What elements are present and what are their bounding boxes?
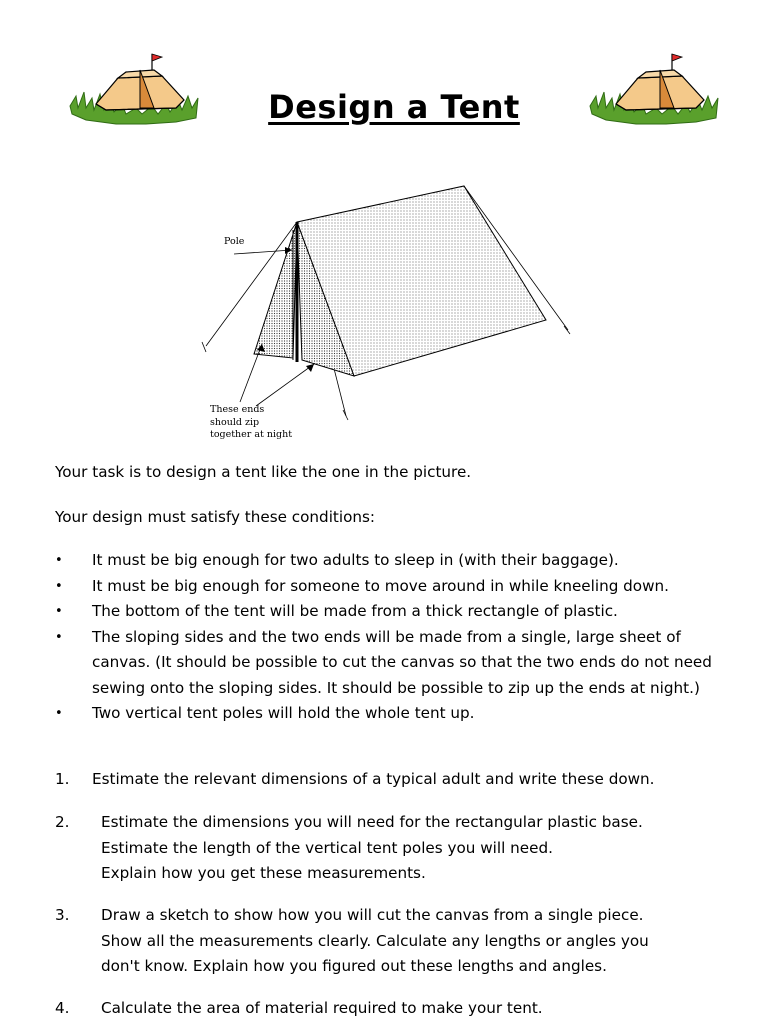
- list-item: • The bottom of the tent will be made from a thick rectangle of plastic.: [55, 599, 725, 625]
- task-1: [55, 767, 745, 793]
- task-number: 2.: [55, 813, 70, 831]
- list-item: • It must be big enough for someone to move around in while kneeling down.: [55, 574, 725, 600]
- page-title: Design a Tent: [268, 88, 520, 126]
- task-line: Show all the measurements clearly. Calculate any lengths or angles you: [101, 931, 649, 950]
- task-line: Explain how you get these measurements.: [101, 864, 426, 882]
- task-line: Estimate the relevant dimensions of a typical adult and write these down.: [92, 770, 655, 788]
- conditions-heading: Your design must satisfy these conditions:: [55, 508, 376, 526]
- task-line: Calculate the area of material required to make your tent.: [101, 999, 543, 1017]
- task-2: [55, 810, 745, 887]
- list-item: • The sloping sides and the two ends will be made from a single, large sheet of canvas. (It should be possible to cut the canvas so that the two ends do not need sewing onto the sloping sides. It should be possible to zip up the ends at night.): [55, 625, 725, 702]
- list-item: • Two vertical tent poles will hold the whole tent up.: [55, 701, 725, 727]
- conditions-list: [55, 548, 725, 727]
- task-number: 1.: [55, 770, 70, 788]
- tent-clipart-icon: [586, 48, 722, 138]
- pole-label: Pole: [224, 236, 245, 247]
- task-3: [55, 903, 745, 980]
- intro-text: Your task is to design a tent like the one in the picture.: [55, 463, 472, 481]
- task-line: don't know. Explain how you figured out these lengths and angles.: [101, 957, 607, 975]
- task-number: 4.: [55, 999, 70, 1017]
- ends-label-line: These ends: [210, 404, 265, 415]
- ends-label: [210, 404, 300, 442]
- task-line: Estimate the dimensions you will need for the rectangular plastic base.: [101, 813, 643, 831]
- task-line: Estimate the length of the vertical tent poles you will need.: [101, 838, 553, 857]
- task-line: Draw a sketch to show how you will cut the canvas from a single piece.: [101, 906, 644, 924]
- task-4: [55, 996, 745, 1022]
- ends-label-line: together at night: [210, 429, 293, 440]
- task-number: 3.: [55, 906, 70, 924]
- ends-label-line: should zip: [210, 416, 260, 428]
- list-item: • It must be big enough for two adults to sleep in (with their baggage).: [55, 548, 725, 574]
